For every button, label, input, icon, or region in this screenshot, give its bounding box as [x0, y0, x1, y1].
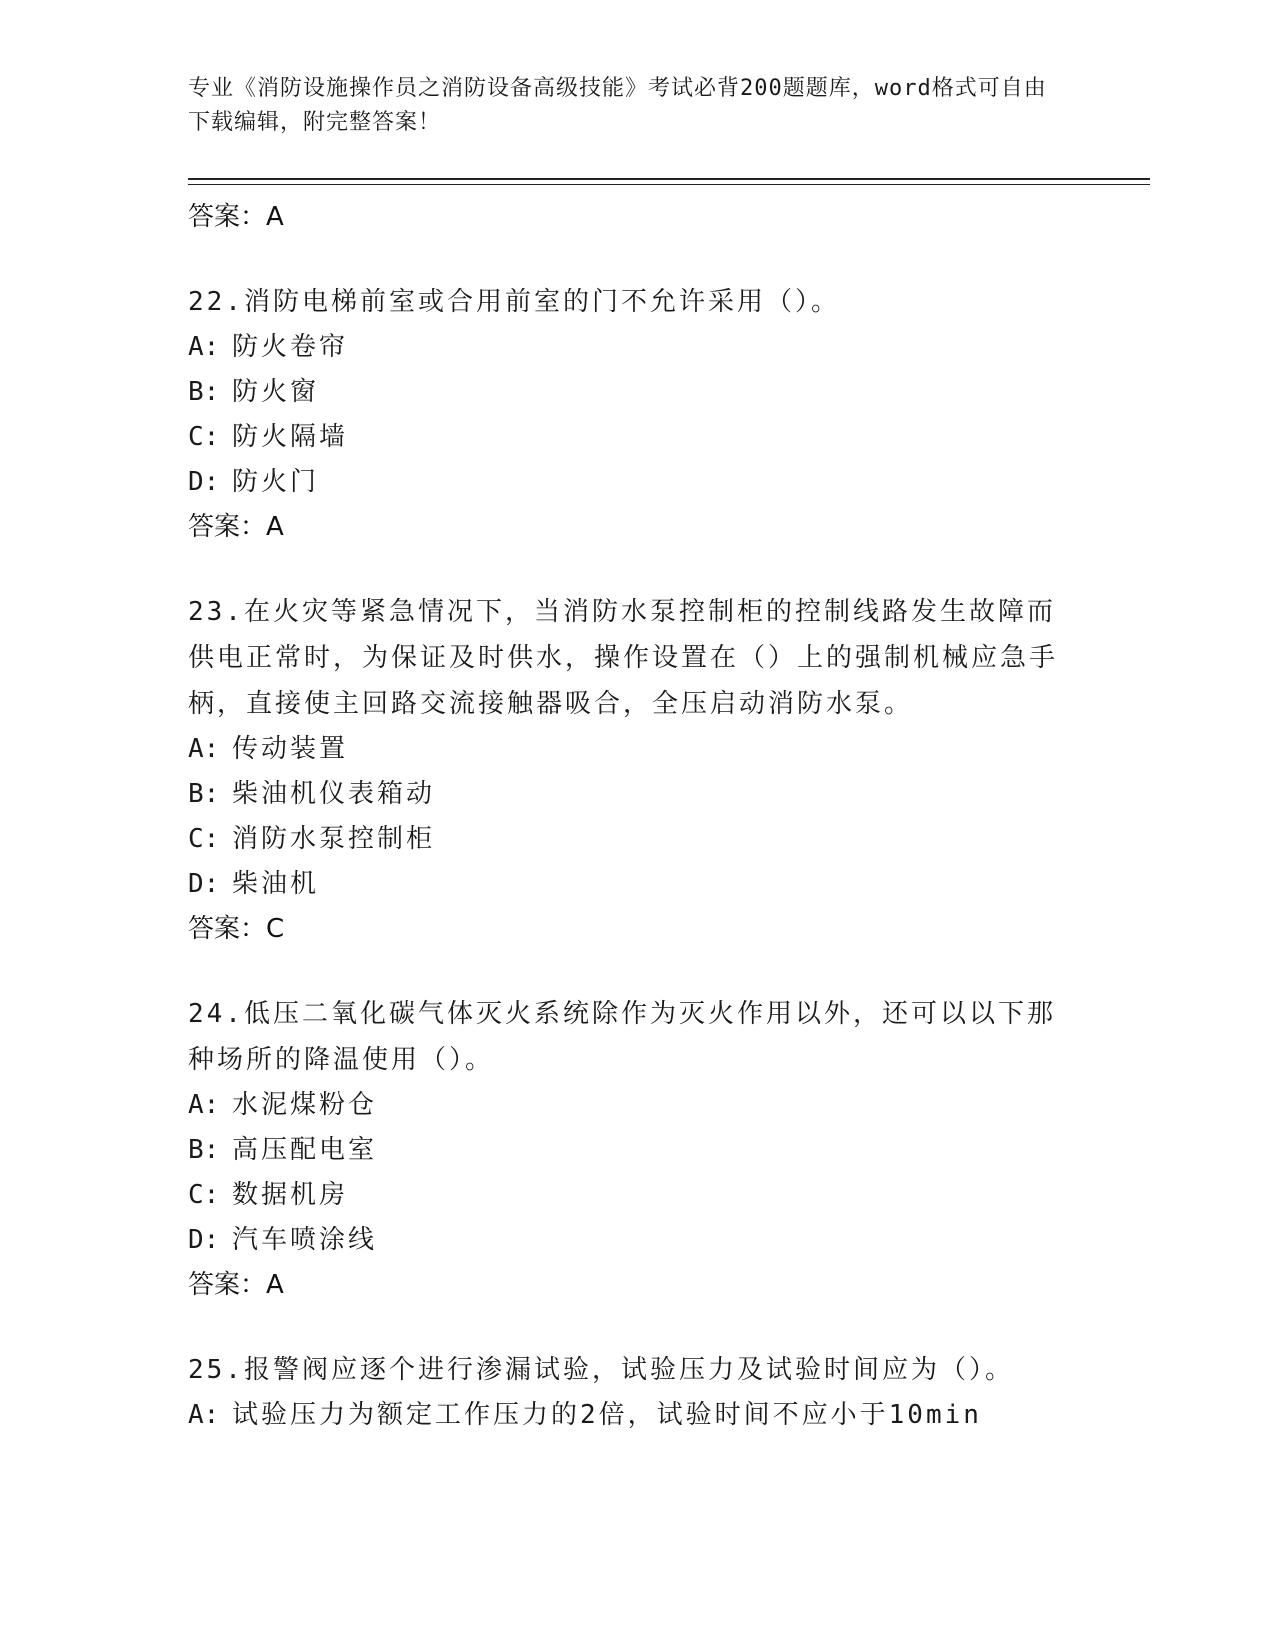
option-a [188, 727, 1148, 772]
option-label: C: [188, 422, 220, 452]
option-label: A: [188, 332, 220, 362]
option-b [188, 772, 1148, 817]
question-text: 22.消防电梯前室或合用前室的门不允许采用（）。 [188, 287, 840, 317]
option-label: A: [188, 734, 220, 764]
option-b [188, 370, 1148, 415]
answer-line: 答案：A [188, 1270, 284, 1300]
question-text: 25.报警阀应逐个进行渗漏试验，试验压力及试验时间应为（）。 [188, 1355, 1014, 1385]
option-d [188, 862, 1148, 907]
option-text: 柴油机仪表箱动 [232, 779, 436, 809]
answer-line: 答案：C [188, 914, 285, 944]
option-label: D: [188, 467, 220, 497]
answer-line: 答案：A [188, 512, 284, 542]
option-label: D: [188, 869, 220, 899]
option-label: C: [188, 1180, 220, 1210]
option-text: 柴油机 [232, 869, 320, 899]
option-label: A: [188, 1400, 220, 1430]
question-text: 24.低压二氧化碳气体灭火系统除作为灭火作用以外，还可以以下那种场所的降温使用（）。 [188, 999, 1056, 1075]
option-text: 防火卷帘 [232, 332, 349, 362]
option-text: 试验压力为额定工作压力的2倍，试验时间不应小于10min [232, 1400, 982, 1430]
option-label: A: [188, 1090, 220, 1120]
document-page [188, 72, 1148, 1438]
option-label: B: [188, 1135, 220, 1165]
option-a [188, 1393, 1148, 1438]
option-label: B: [188, 779, 220, 809]
option-label: B: [188, 377, 220, 407]
header-divider [188, 178, 1150, 185]
option-text: 高压配电室 [232, 1135, 378, 1165]
option-text: 数据机房 [232, 1180, 349, 1210]
document-header: 专业《消防设施操作员之消防设备高级技能》考试必背200题题库，word格式可自由下载编辑，附完整答案！ [188, 76, 1047, 135]
question-24 [188, 991, 1148, 1307]
option-c [188, 415, 1148, 460]
option-c [188, 817, 1148, 862]
option-text: 水泥煤粉仓 [232, 1090, 378, 1120]
option-text: 防火窗 [232, 377, 320, 407]
option-text: 汽车喷涂线 [232, 1225, 378, 1255]
option-a [188, 1083, 1148, 1128]
option-label: C: [188, 824, 220, 854]
option-text: 防火门 [232, 467, 320, 497]
option-text: 消防水泵控制柜 [232, 824, 436, 854]
question-25 [188, 1347, 1148, 1438]
option-d [188, 460, 1148, 505]
option-a [188, 325, 1148, 370]
option-c [188, 1173, 1148, 1218]
question-text: 23.在火灾等紧急情况下，当消防水泵控制柜的控制线路发生故障而供电正常时，为保证及时供水，操作设置在（）上的强制机械应急手柄，直接使主回路交流接触器吸合，全压启动消防水泵。 [188, 597, 1059, 719]
option-b [188, 1128, 1148, 1173]
question-23 [188, 589, 1148, 951]
option-label: D: [188, 1225, 220, 1255]
option-text: 传动装置 [232, 734, 349, 764]
question-22 [188, 279, 1148, 549]
option-text: 防火隔墙 [232, 422, 349, 452]
option-d [188, 1218, 1148, 1263]
answer-line: 答案：A [188, 202, 284, 232]
